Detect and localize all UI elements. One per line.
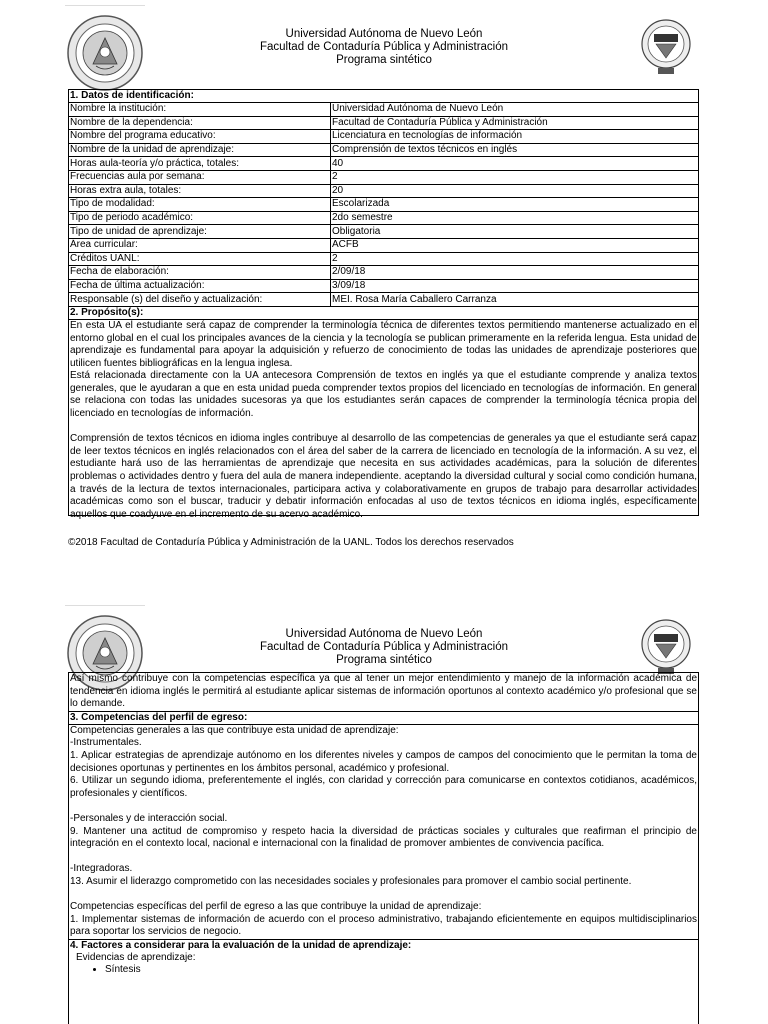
identification-value: Comprensión de textos técnicos en inglés: [331, 143, 699, 157]
personales-label: -Personales y de interacción social.: [70, 812, 228, 824]
identification-label: Tipo de periodo académico:: [69, 211, 331, 225]
identification-row: [69, 184, 698, 198]
identification-label: Tipo de modalidad:: [69, 198, 331, 212]
identification-value: Licenciatura en tecnologías de información: [331, 130, 699, 144]
identification-table: [69, 103, 698, 307]
identification-row: [69, 211, 698, 225]
specific-competencies-intro: Competencias específicas del perfil de egreso a las que contribuye la unidad de aprendizaje:: [70, 901, 482, 913]
contribution-intro: Así mismo contribuye con la competencias específica ya que al tener un mejor entendimiento y manejo de la información académica de tendencia en idioma inglés le permitirá al estudiante aplicar sistemas de información oportunos al contexto académico y/o profesional que se lo demande.: [70, 673, 697, 710]
identification-row: [69, 170, 698, 184]
identification-value: 2/09/18: [331, 266, 699, 280]
identification-row: [69, 143, 698, 157]
identification-row: [69, 225, 698, 239]
identification-label: Nombre del programa educativo:: [69, 130, 331, 144]
competency-item-6: 6. Utilizar un segundo idioma, preferentemente el inglés, con claridad y corrección para comunicarse en contextos cotidianos, académicos, profesionales y científicos.: [70, 775, 697, 799]
identification-row: [69, 116, 698, 130]
identification-row: [69, 266, 698, 280]
identification-row: [69, 293, 698, 307]
identification-value: 40: [331, 157, 699, 171]
purpose-paragraph-1: En esta UA el estudiante será capaz de comprender la terminología técnica de diferentes textos permitiendo mantenerse actualizado en el entorno global en el cual los principales avances de la ciencia y la tecnología se publican primeramente en la referida lengua. Esta unidad de aprendizaje es fundamental para apoyar la adquisición y refuerzo de conocimiento de todas las unidades de aprendizaje posteriores que utilicen fuentes bibliográficas en la lengua inglesa.: [70, 319, 697, 369]
general-competencies-intro: Competencias generales a las que contribuye esta unidad de aprendizaje:: [70, 724, 399, 736]
identification-row: [69, 198, 698, 212]
program-type: Programa sintético: [336, 54, 432, 66]
identification-row: [69, 103, 698, 116]
identification-value: 20: [331, 184, 699, 198]
identification-value: Universidad Autónoma de Nuevo León: [331, 103, 699, 116]
section-2-title: 2. Propósito(s):: [69, 307, 698, 320]
section-1-title: 1. Datos de identificación:: [69, 90, 698, 103]
competency-item-1: 1. Aplicar estrategias de aprendizaje autónomo en los diferentes niveles y campos de campos del conocimiento que le permitan la toma de decisiones oportunas y pertinentes en los ámbitos personal, académico y profesional.: [70, 749, 697, 774]
faculty-name: Facultad de Contaduría Pública y Administración: [259, 41, 509, 53]
purpose-paragraph-2: Está relacionada directamente con la UA antecesora Comprensión de textos en inglés ya que el estudiante comprende y analiza textos generales, que le ayudaran a que en esta unidad pueda comprender textos propios del licenciado en tecnologías de información. En general se relaciona con todas las unidades sucesoras ya que los estudiantes serán capaces de comprender la terminología técnica propia del licenciado en tecnologías de información.: [70, 370, 697, 420]
competency-item-13: 13. Asumir el liderazgo comprometido con las necesidades sociales y profesionales para promover el cambio social pertinente.: [70, 875, 632, 887]
specific-competency-1: 1. Implementar sistemas de información de acuerdo con el proceso administrativo, trabajando eficientemente en equipos multidisciplinarios para soportar los servicios de negocio.: [70, 913, 697, 938]
copyright-footer: ©2018 Facultad de Contaduría Pública y Administración de la UANL. Todos los derechos reservados: [68, 537, 514, 548]
identification-value: Obligatoria: [331, 225, 699, 239]
identification-label: Tipo de unidad de aprendizaje:: [69, 225, 331, 239]
faculty-shield-right-icon-page-2: [640, 616, 692, 678]
section-3-title: 3. Competencias del perfil de egreso:: [69, 711, 698, 725]
identification-label: Nombre la institución:: [69, 103, 331, 116]
evidence-list: [69, 964, 698, 977]
section-4-title: 4. Factores a considerar para la evaluación de la unidad de aprendizaje:: [69, 939, 698, 952]
identification-label: Horas aula-teoría y/o práctica, totales:: [69, 157, 331, 171]
competency-item-9: 9. Mantener una actitud de compromiso y respeto hacia la diversidad de prácticas sociales y culturales que reafirman el principio de integración en el contexto local, nacional e internacional con la finalidad de promover ambientes de convivencia pacífica.: [70, 825, 697, 850]
integradoras-label: -Integradoras.: [70, 863, 133, 875]
identification-value: 2: [331, 252, 699, 266]
page-top-line: [65, 5, 145, 6]
identification-label: Frecuencias aula por semana:: [69, 170, 331, 184]
page-top-line-2: [65, 605, 145, 606]
identification-label: Área curricular:: [69, 238, 331, 252]
competencies-text: [69, 725, 698, 939]
identification-label: Fecha de última actualización:: [69, 279, 331, 293]
identification-value: 2do semestre: [331, 211, 699, 225]
identification-value: 2: [331, 170, 699, 184]
program-content-box: [68, 89, 699, 520]
identification-label: Fecha de elaboración:: [69, 266, 331, 280]
evidence-label: Evidencias de aprendizaje:: [76, 951, 196, 963]
identification-label: Nombre de la dependencia:: [69, 116, 331, 130]
program-type-2: Programa sintético: [336, 654, 432, 666]
instrumentales-label: -Instrumentales.: [70, 737, 142, 749]
program-content-box-2: [68, 672, 699, 1024]
identification-value: ACFB: [331, 238, 699, 252]
identification-value: MEI. Rosa María Caballero Carranza: [331, 293, 699, 307]
university-name-2: Universidad Autónoma de Nuevo León: [285, 628, 483, 640]
identification-row: [69, 157, 698, 171]
identification-value: Escolarizada: [331, 198, 699, 212]
evidence-item-synthesis: • Síntesis: [105, 964, 698, 977]
identification-label: Nombre de la unidad de aprendizaje:: [69, 143, 331, 157]
identification-row: [69, 252, 698, 266]
identification-label: Responsable (s) del diseño y actualización:: [69, 293, 331, 307]
purpose-paragraph-3: Comprensión de textos técnicos en idioma ingles contribuye al desarrollo de las competencias de generales ya que el estudiante será capaz de leer textos técnicos en inglés relacionados con el área del saber de la carrera de licenciado en tecnología de la información. A su vez, el estudiante hará uso de las herramientas de aprendizaje que necesita en sus actividades académicas, para la solución de diferentes problemas o actividades dentro y fuera del aula de manera independiente. aceptando la diversidad cultural y social como condición humana, a través de la lectura de textos internacionales, participara activa y colaborativamente en grupos de trabajo para desarrollar actividades académicas como son el buscar, traducir y debatir información enfocadas al uso de textos técnicos en idioma inglés, específicamente aquellos que coadyuve en el incremento de su acervo académico.: [70, 433, 697, 520]
document-page-2: [0, 600, 768, 1024]
identification-row: [69, 279, 698, 293]
identification-value: 3/09/18: [331, 279, 699, 293]
faculty-name-2: Facultad de Contaduría Pública y Administración: [259, 641, 509, 653]
identification-label: Créditos UANL:: [69, 252, 331, 266]
faculty-shield-right-icon: [640, 16, 692, 78]
identification-value: Facultad de Contaduría Pública y Administración: [331, 116, 699, 130]
identification-row: [69, 130, 698, 144]
identification-row: [69, 238, 698, 252]
identification-label: Horas extra aula, totales:: [69, 184, 331, 198]
purpose-text: [69, 320, 698, 522]
university-name: Universidad Autónoma de Nuevo León: [285, 28, 483, 40]
